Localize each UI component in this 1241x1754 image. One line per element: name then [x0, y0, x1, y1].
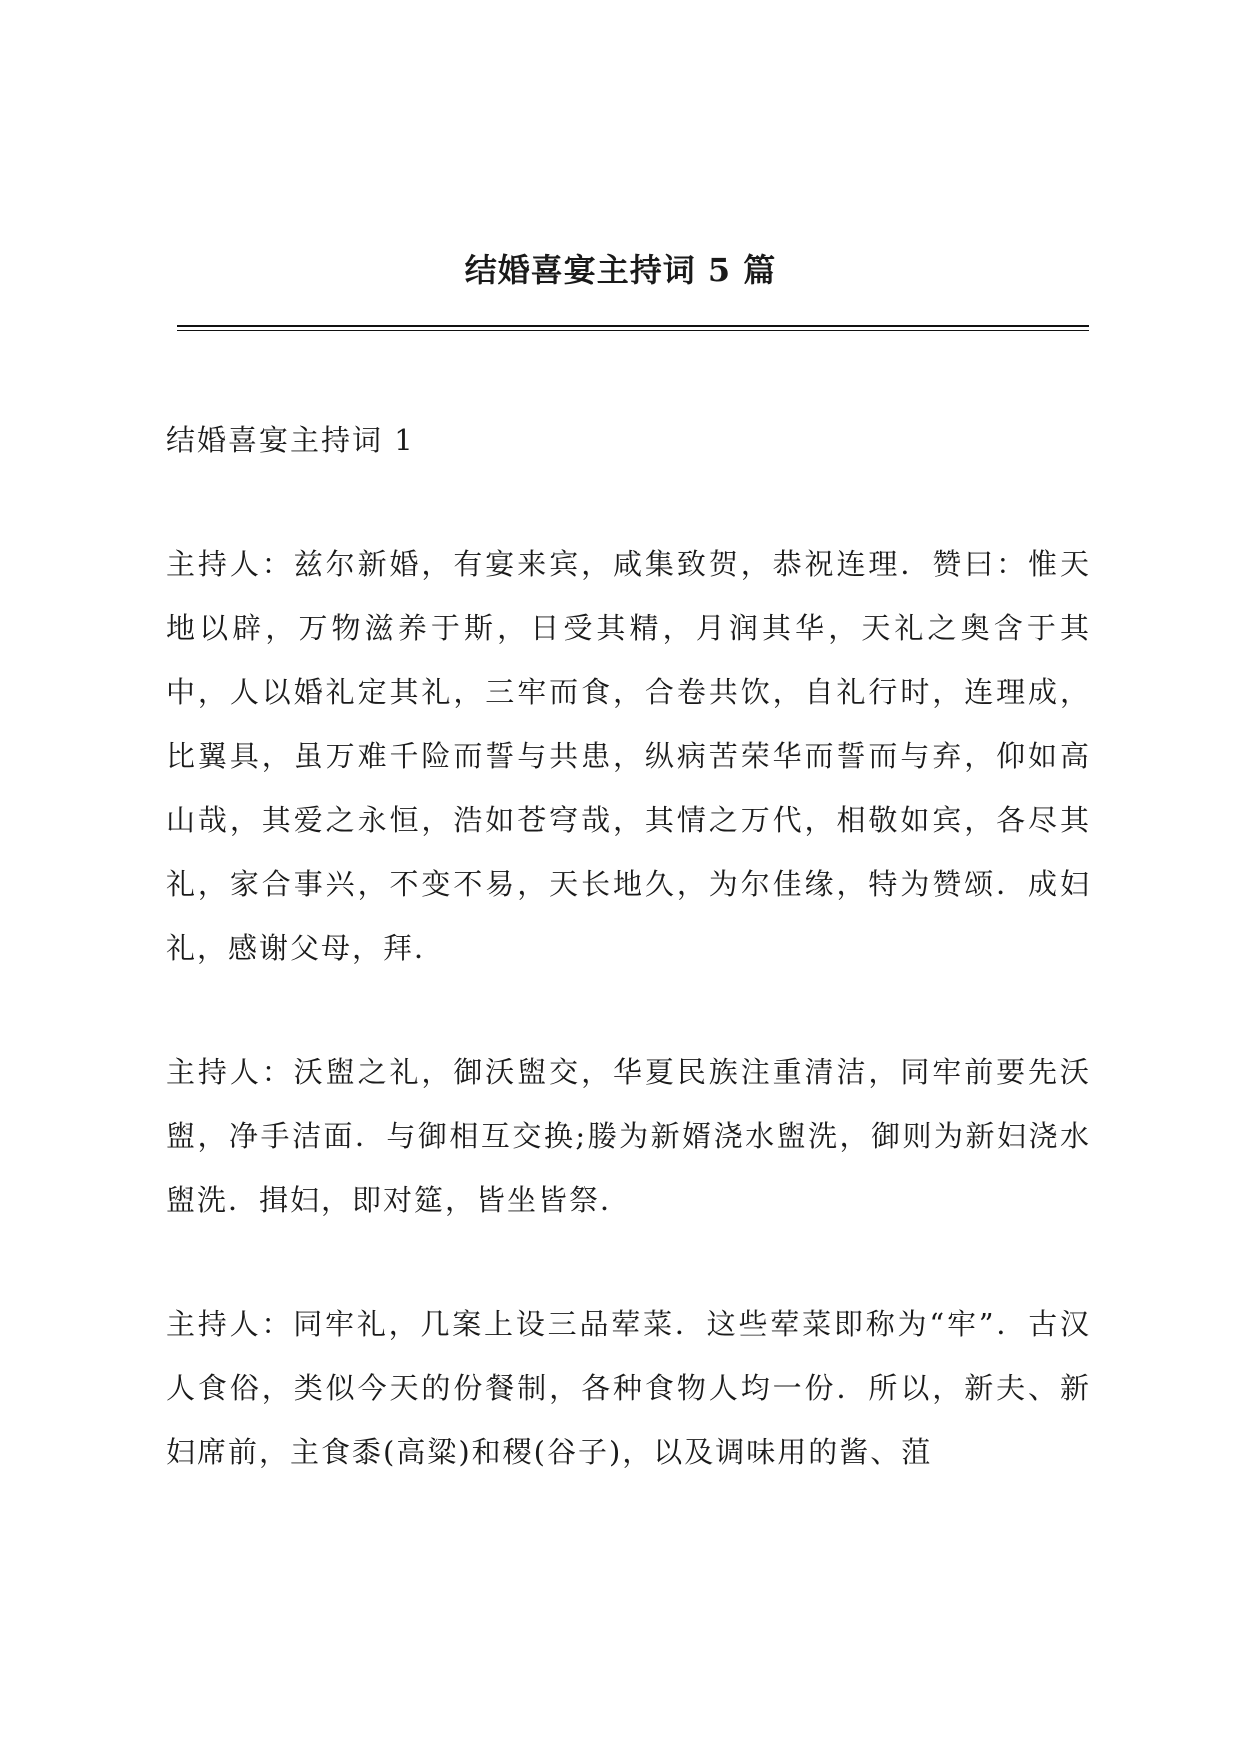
paragraph-1: 主持人：兹尔新婚，有宴来宾，咸集致贺，恭祝连理．赞曰：惟天地以辟，万物滋养于斯，日受其精，月润其华，天礼之奥含于其中，人以婚礼定其礼，三牢而食，合卷共饮，自礼行时，连理成，比翼具，虽万难千险而誓与共患，纵病苦荣华而誓而与弃，仰如高山哉，其爱之永恒，浩如苍穹哉，其情之万代，相敬如宾，各尽其礼，家合事兴，不变不易，天长地久，为尔佳缘，特为赞颂．成妇礼，感谢父母，拜．: [166, 547, 1091, 965]
document-body: [166, 420, 1091, 1544]
title-divider: [177, 325, 1089, 327]
paragraph-3: 主持人：同牢礼，几案上设三品荤菜．这些荤菜即称为“牢”．古汉人食俗，类似今天的份餐制，各种食物人均一份．所以，新夫、新妇席前，主食黍(高粱)和稷(谷子)，以及调味用的酱、菹: [166, 1307, 1091, 1469]
section-heading: 结婚喜宴主持词 1: [166, 423, 415, 457]
paragraph-2: 主持人：沃盥之礼，御沃盥交，华夏民族注重清洁，同牢前要先沃盥，净手洁面．与御相互交换;媵为新婿浇水盥洗，御则为新妇浇水盥洗．揖妇，即对筵，皆坐皆祭．: [166, 1055, 1091, 1217]
title-divider-secondary: [177, 330, 1089, 331]
document-title: 结婚喜宴主持词 5 篇: [464, 251, 777, 289]
